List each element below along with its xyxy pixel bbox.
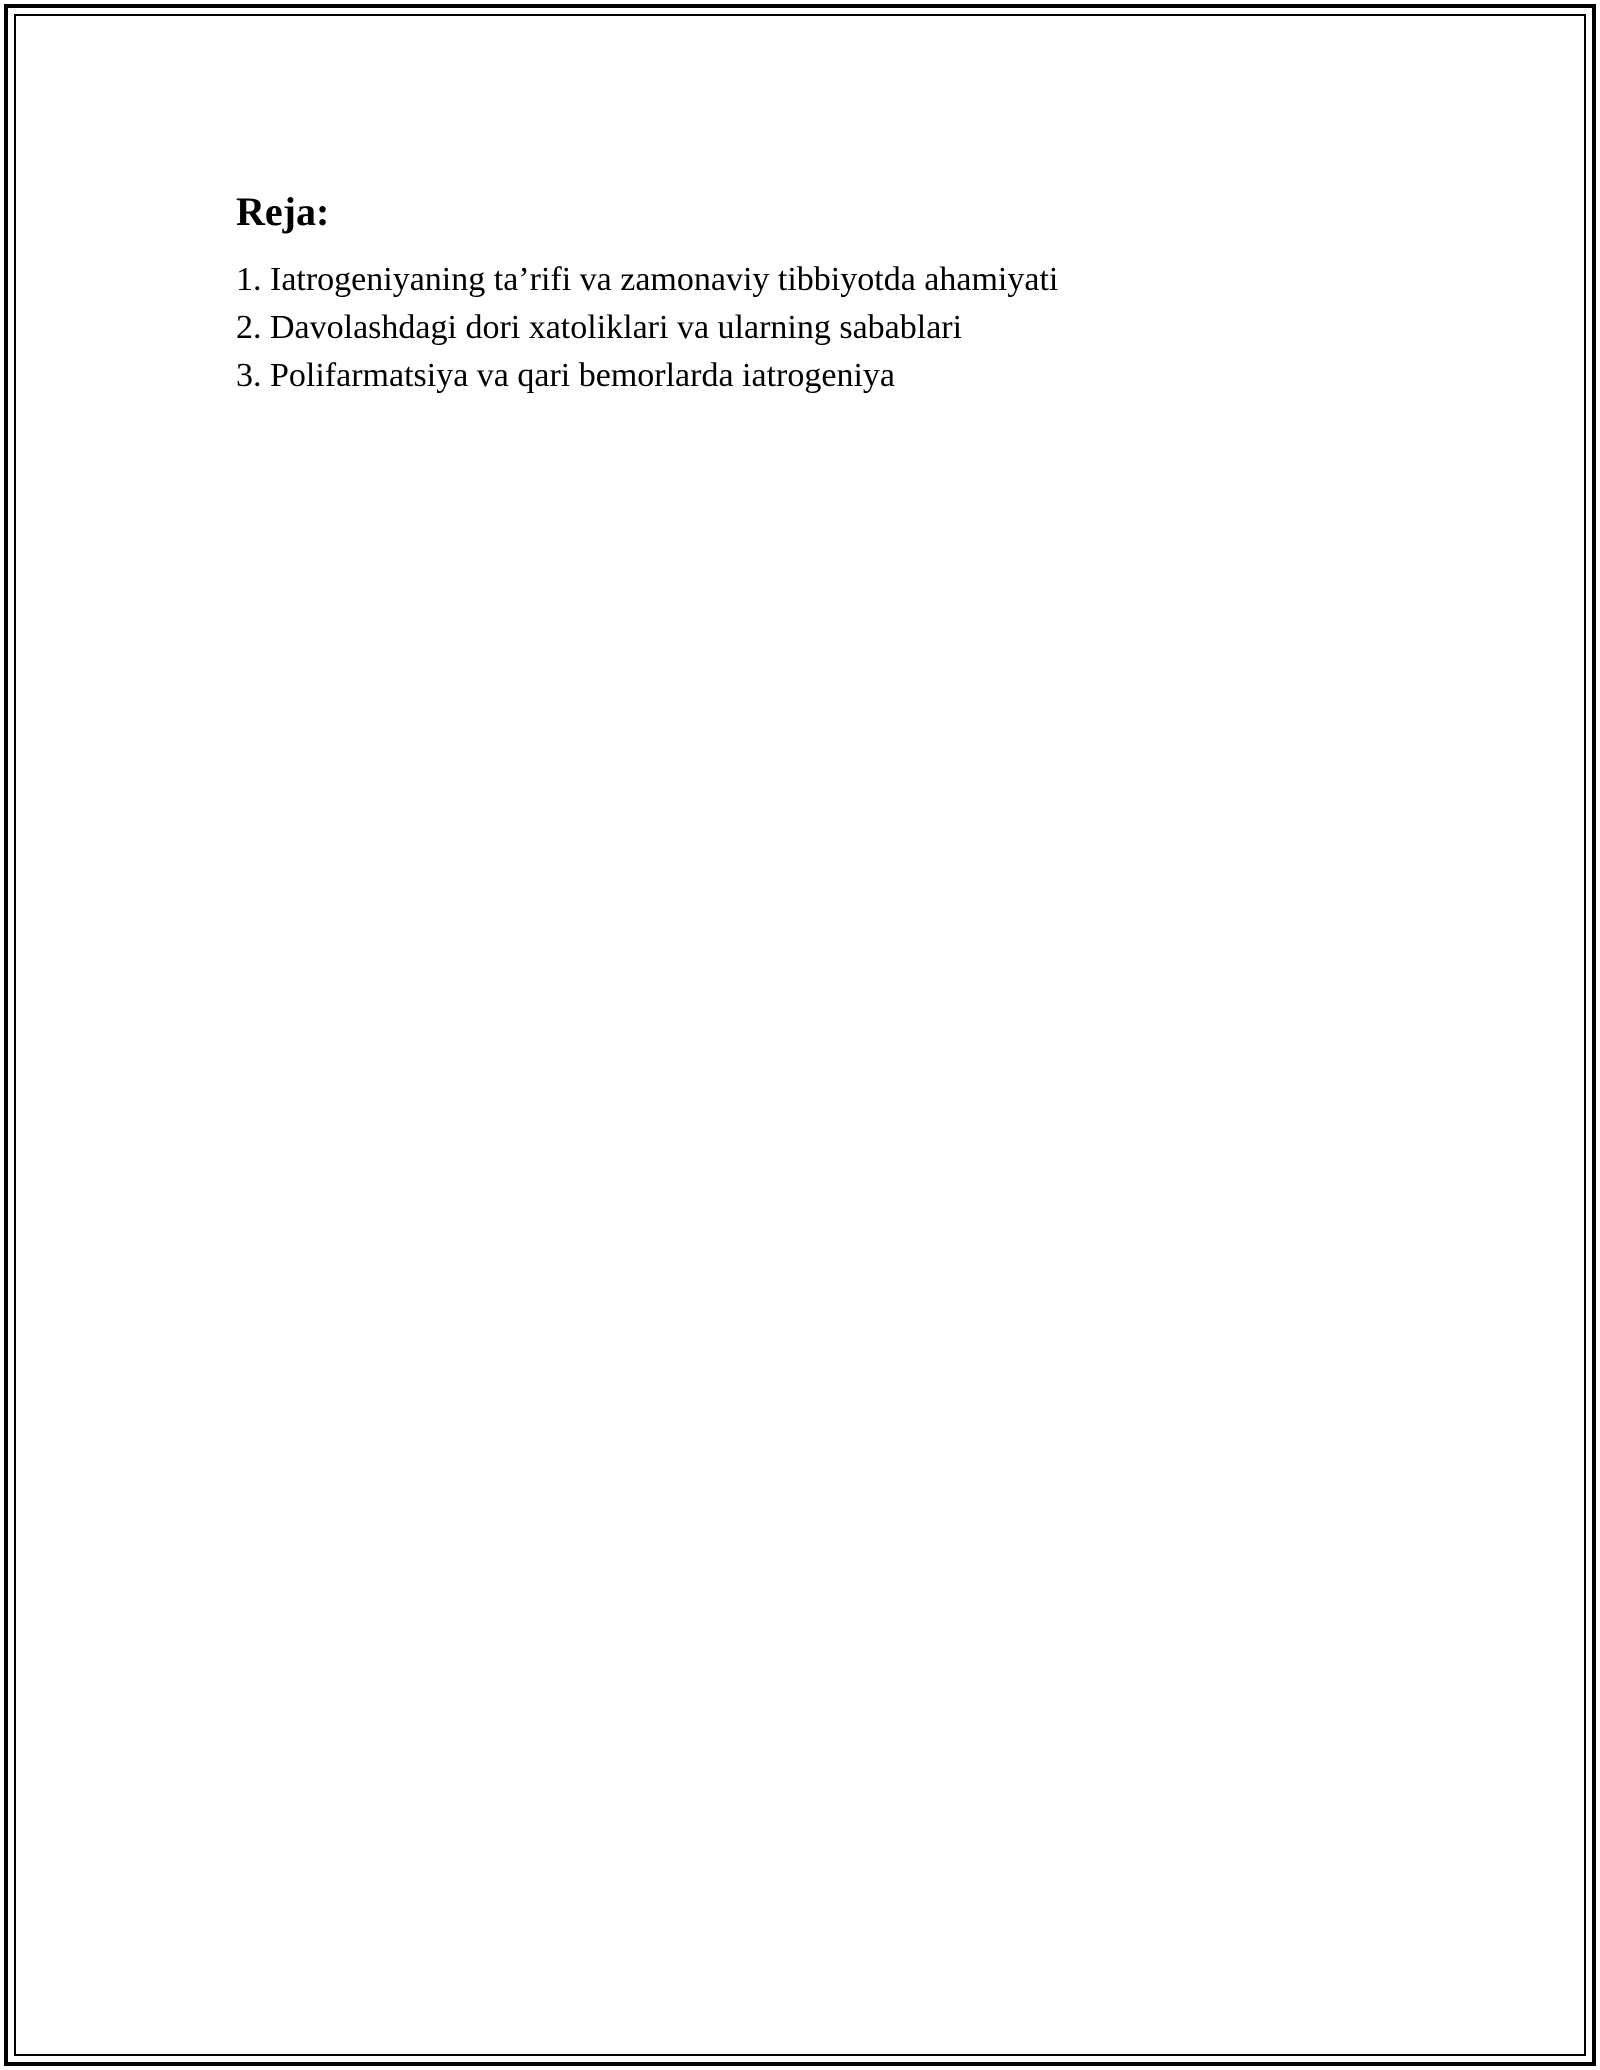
plan-item-text: Polifarmatsiya va qari bemorlarda iatrogeniya [270, 357, 895, 394]
plan-item-number: 3. [236, 357, 262, 394]
plan-item-3 [236, 352, 1436, 400]
plan-item-number: 2. [236, 309, 262, 346]
plan-item-1 [236, 256, 1436, 304]
plan-heading: Reja: [236, 189, 330, 234]
plan-item-text: Davolashdagi dori xatoliklari va ularning sabablari [270, 309, 963, 346]
plan-list [236, 256, 1436, 400]
plan-item-number: 1. [236, 261, 262, 298]
plan-item-2 [236, 304, 1436, 352]
page-content [236, 186, 1436, 400]
plan-item-text: Iatrogeniyaning ta’rifi va zamonaviy tibbiyotda ahamiyati [270, 261, 1059, 298]
